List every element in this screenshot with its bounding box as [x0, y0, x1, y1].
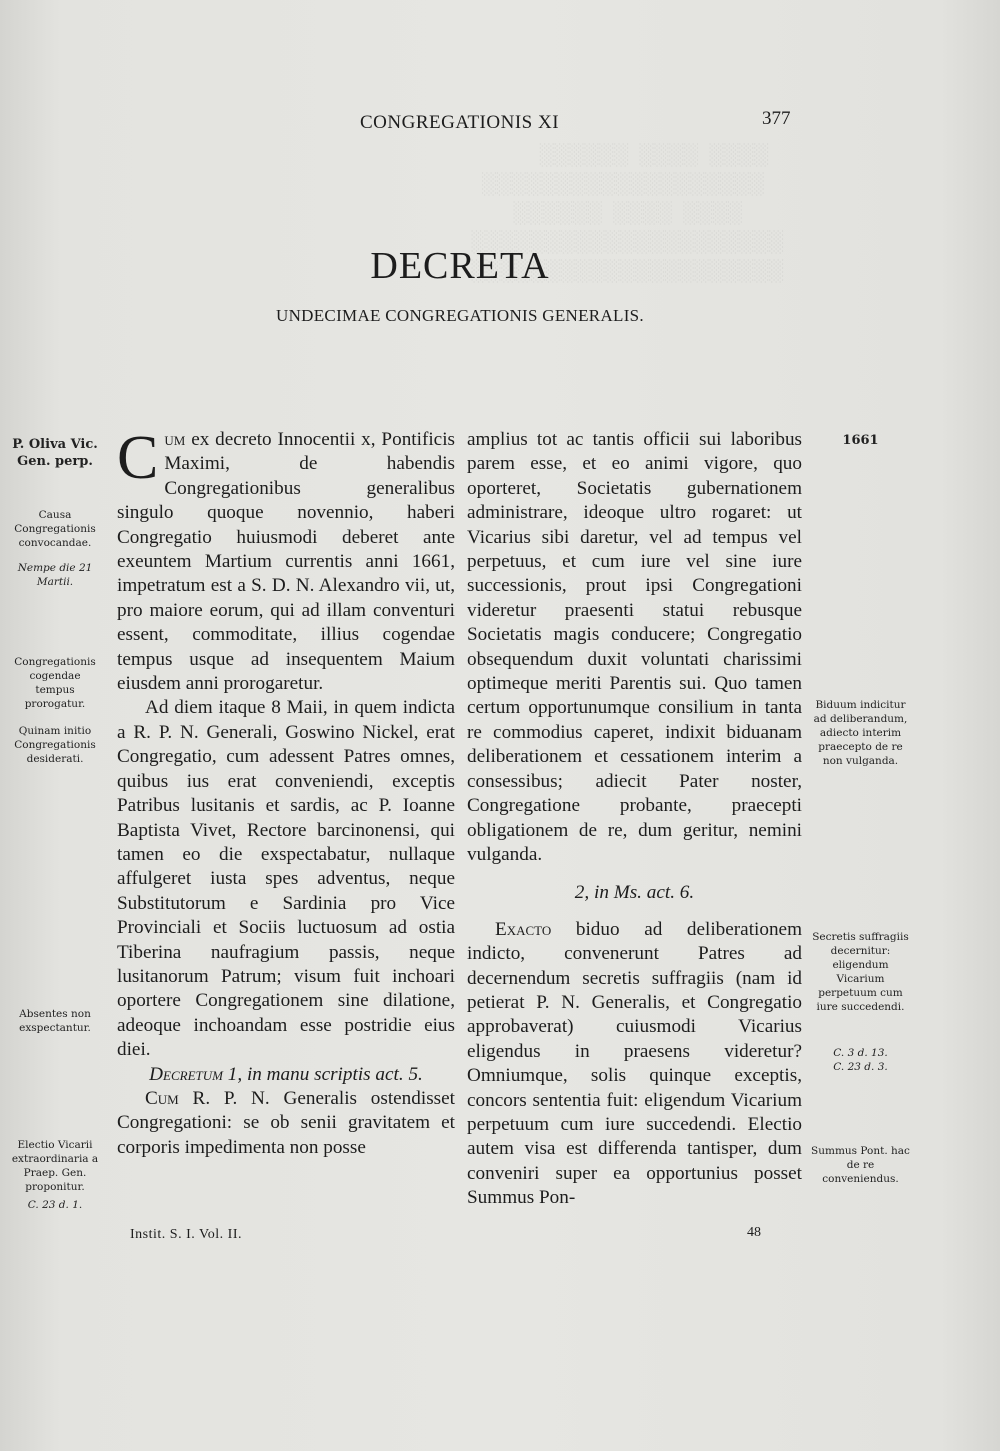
- paragraph-4: amplius tot ac tantis officii sui laboribus parem esse, et eo animi vigore, quo oporteret, Societatis gubernationem administrare, ideoque ultro rogaret: ut Vicarius sibi daretur, vel ad tempus vel perpetuus, et cum iure vel sine iure successionis, prout ipsi Congregationi videretur praesenti statui rebusque Societatis magis conducere; Congregatio obsequendum duxit voluntati charissimi optimeque meriti Parentis sui. Quo tamen certum opportunumque consilium in tanta re commodius caperet, indixit biduanam deliberationem et cessationem interim a consessibus; adiecit Pater noster, Congregatione probante, praecepti obligationem de re, dum geritur, nemini vulganda.: [467, 429, 802, 865]
- page-number: 377: [762, 108, 791, 129]
- running-head: CONGREGATIONIS XI: [360, 112, 560, 133]
- right-column: [467, 428, 802, 1211]
- page-subtitle: UNDECIMAE CONGREGATIONIS GENERALIS.: [276, 306, 644, 325]
- left-column: [117, 424, 455, 1160]
- margin-note-title: P. Oliva Vic. Gen. perp.: [12, 437, 98, 469]
- margin-year: 1661: [842, 433, 879, 448]
- margin-note: Electio Vicarii extraordinaria a Praep. Gen. proponitur.: [11, 1139, 99, 1193]
- margin-note: Secretis suffragiis decernitur: eligendum Vicarium perpetuum cum iure succedendi.: [812, 931, 909, 1013]
- margin-note: Congregationis cogendae tempus prorogatur.: [14, 656, 96, 710]
- margin-note-ref: C. 3 d. 13.: [833, 1047, 888, 1059]
- bleed-through-texture: ░░░░░░ ░░░░ ░░░░ ░░░░░░░░░░░░░░░░░░░ ░░░░░░ ░░░░ ░░░░ ░░░░░░░░░░░░░░░░░░░░░ ░░░░░░░░░░░░░░░░░░░░░: [470, 142, 783, 282]
- margin-note: Biduum indicitur ad deliberandum, adiecto interim praecepto de re non vulganda.: [813, 699, 908, 767]
- footer-signature: Instit. S. I. Vol. II.: [130, 1227, 242, 1242]
- margin-note: Nempe die 21 Martii.: [17, 562, 93, 588]
- margin-note: Absentes non exspectantur.: [19, 1008, 91, 1034]
- margin-note: Quinam initio Congregationis desiderati.: [14, 725, 96, 765]
- paragraph-3: Cum R. P. N. Generalis ostendisset Congregationi: se ob senii gravitatem et corporis impedimenta non posse: [117, 1087, 455, 1158]
- page-title: DECRETA: [370, 245, 550, 287]
- paragraph-1: Cum ex decreto Innocentii x, Pontificis Maximi, de habendis Congregationibus generalibus singulo quoque novennio, haberi Congregatio huiusmodi deberet ante exeuntem Martium currentis anni 1661, impetratum est a S. D. N. Alexandro vii, ut, pro maiore eorum, qui ad illam conventuri essent, commoditate, illius cogendae tempus usque ad insequentem Maium eiusdem anni prorogaretur.: [117, 424, 455, 695]
- margin-note: Causa Congregationis convocandae.: [14, 509, 96, 549]
- paragraph-5: Exacto biduo ad deliberationem indicto, convenerunt Patres ad decernendum secretis suffragiis (nam id petierat P. N. Generalis, et Congregatio approbaverat) cuiusmodi Vicarius eligendus in praesens videretur? Omniumque, solis quinque exceptis, concors sententia fuit: eligendum Vicarium perpetuum cum iure succedendi. Electio autem visa est differenda tantisper, dum conveniri super ea opportunius posset Summus Pon-: [467, 918, 802, 1209]
- margin-note: Summus Pont. hac de re conveniendus.: [811, 1145, 910, 1185]
- decree-heading-1: Decretum 1, in manu scriptis act. 5.: [149, 1063, 423, 1085]
- margin-note-ref: C. 23 d. 1.: [27, 1199, 83, 1211]
- paragraph-2: Ad diem itaque 8 Maii, in quem indicta a R. P. N. Generali, Goswino Nickel, erat Congregatio, cum adessent Patres omnes, quibus ius erat conveniendi, exceptis Patribus lusitanis et sardis, ac P. Ioanne Baptista Vivet, Rectore barcinonensi, qui tamen eo die exspectabatur, nullaque affulgeret iusta spes adventus, neque Substitutorum e Sardinia pro Vice Provinciali et Sociis luctuosum ad ostia Tiberina naufragium passis, neque lusitanorum Patrum; visum fuit inchoari oportere Congregationem sine dilatione, adeoque inchoandam esse postridie eius diei.: [117, 697, 455, 1061]
- decree-heading-2: 2, in Ms. act. 6.: [574, 882, 695, 904]
- footer-sheet-number: 48: [747, 1225, 761, 1240]
- margin-note-ref: C. 23 d. 3.: [833, 1061, 888, 1073]
- drop-cap: C: [117, 424, 159, 492]
